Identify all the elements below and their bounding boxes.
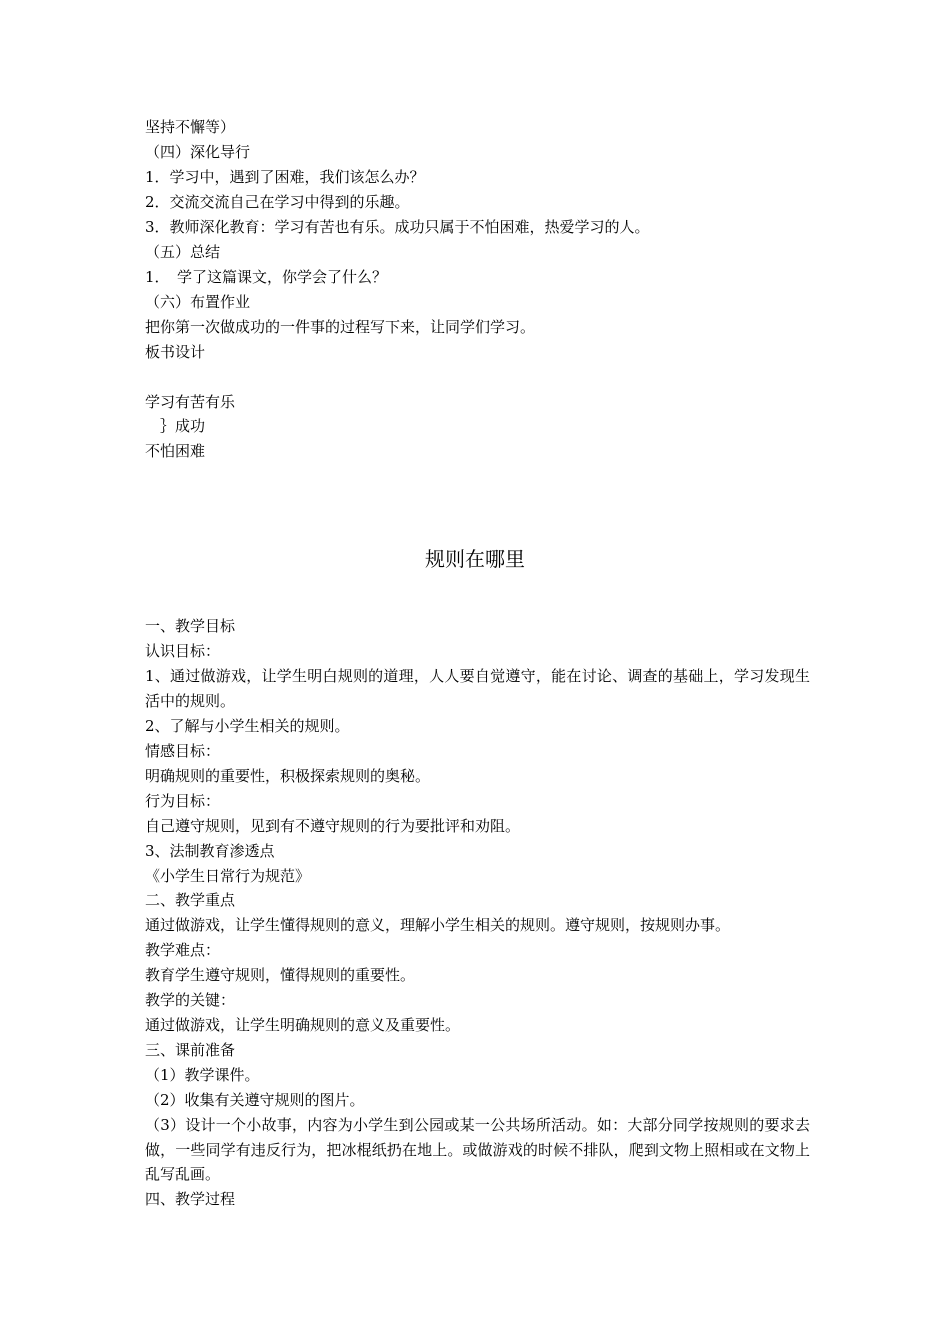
paragraph: （3）设计一个小故事，内容为小学生到公园或某一公共场所活动。如：大部分同学按规则的要求去做，一些同学有违反行为，把冰棍纸扔在地上。或做游戏的时候不排队，爬到文物上照相或在文物上乱写乱画。	[145, 1116, 810, 1183]
text-line: 通过做游戏，让学生明确规则的意义及重要性。	[145, 1016, 461, 1034]
paragraph: 1、通过做游戏，让学生明白规则的道理，人人要自觉遵守，能在讨论、调查的基础上，学习发现生活中的规则。	[145, 667, 810, 710]
section-heading: （六）布置作业	[145, 293, 251, 311]
text-line: 自己遵守规则，见到有不遵守规则的行为要批评和劝阻。	[145, 817, 521, 835]
text-line: 教育学生遵守规则，懂得规则的重要性。	[145, 966, 416, 984]
text-line: 3．教师深化教育：学习有苦也有乐。成功只属于不怕困难，热爱学习的人。	[145, 218, 650, 236]
text-line: 情感目标：	[145, 742, 221, 760]
section-heading: （五）总结	[145, 243, 221, 261]
board-design-line: 不怕困难	[145, 442, 206, 460]
section-heading: 一、教学目标	[145, 617, 236, 635]
text-line: 2．交流交流自己在学习中得到的乐趣。	[145, 193, 410, 211]
section-heading: （四）深化导行	[145, 143, 251, 161]
text-line: 认识目标：	[145, 642, 221, 660]
text-line: 《小学生日常行为规范》	[145, 867, 311, 885]
text-line: 教学难点：	[145, 941, 221, 959]
text-line: 通过做游戏，让学生懂得规则的意义，理解小学生相关的规则。遵守规则，按规则办事。	[145, 916, 731, 934]
board-design-line: 学习有苦有乐	[145, 393, 236, 411]
text-line: 3、法制教育渗透点	[145, 842, 275, 860]
text-line: 教学的关键：	[145, 991, 236, 1009]
section-heading: 三、课前准备	[145, 1041, 236, 1059]
text-line: 把你第一次做成功的一件事的过程写下来，让同学们学习。	[145, 318, 536, 336]
text-line: 1． 学了这篇课文，你学会了什么？	[145, 268, 388, 286]
section-heading: 板书设计	[145, 343, 206, 361]
text-line: 坚持不懈等）	[145, 118, 236, 136]
board-design-line: ｝成功	[160, 417, 206, 435]
section-heading: 四、教学过程	[145, 1190, 236, 1208]
text-line: 行为目标：	[145, 792, 221, 810]
text-line: （2）收集有关遵守规则的图片。	[145, 1091, 365, 1109]
text-line: 明确规则的重要性，积极探索规则的奥秘。	[145, 767, 431, 785]
lesson-title: 规则在哪里	[425, 547, 525, 571]
text-line: （1）教学课件。	[145, 1066, 260, 1084]
text-line: 2、了解与小学生相关的规则。	[145, 717, 350, 735]
section-heading: 二、教学重点	[145, 891, 236, 909]
text-line: 1．学习中，遇到了困难，我们该怎么办？	[145, 168, 425, 186]
